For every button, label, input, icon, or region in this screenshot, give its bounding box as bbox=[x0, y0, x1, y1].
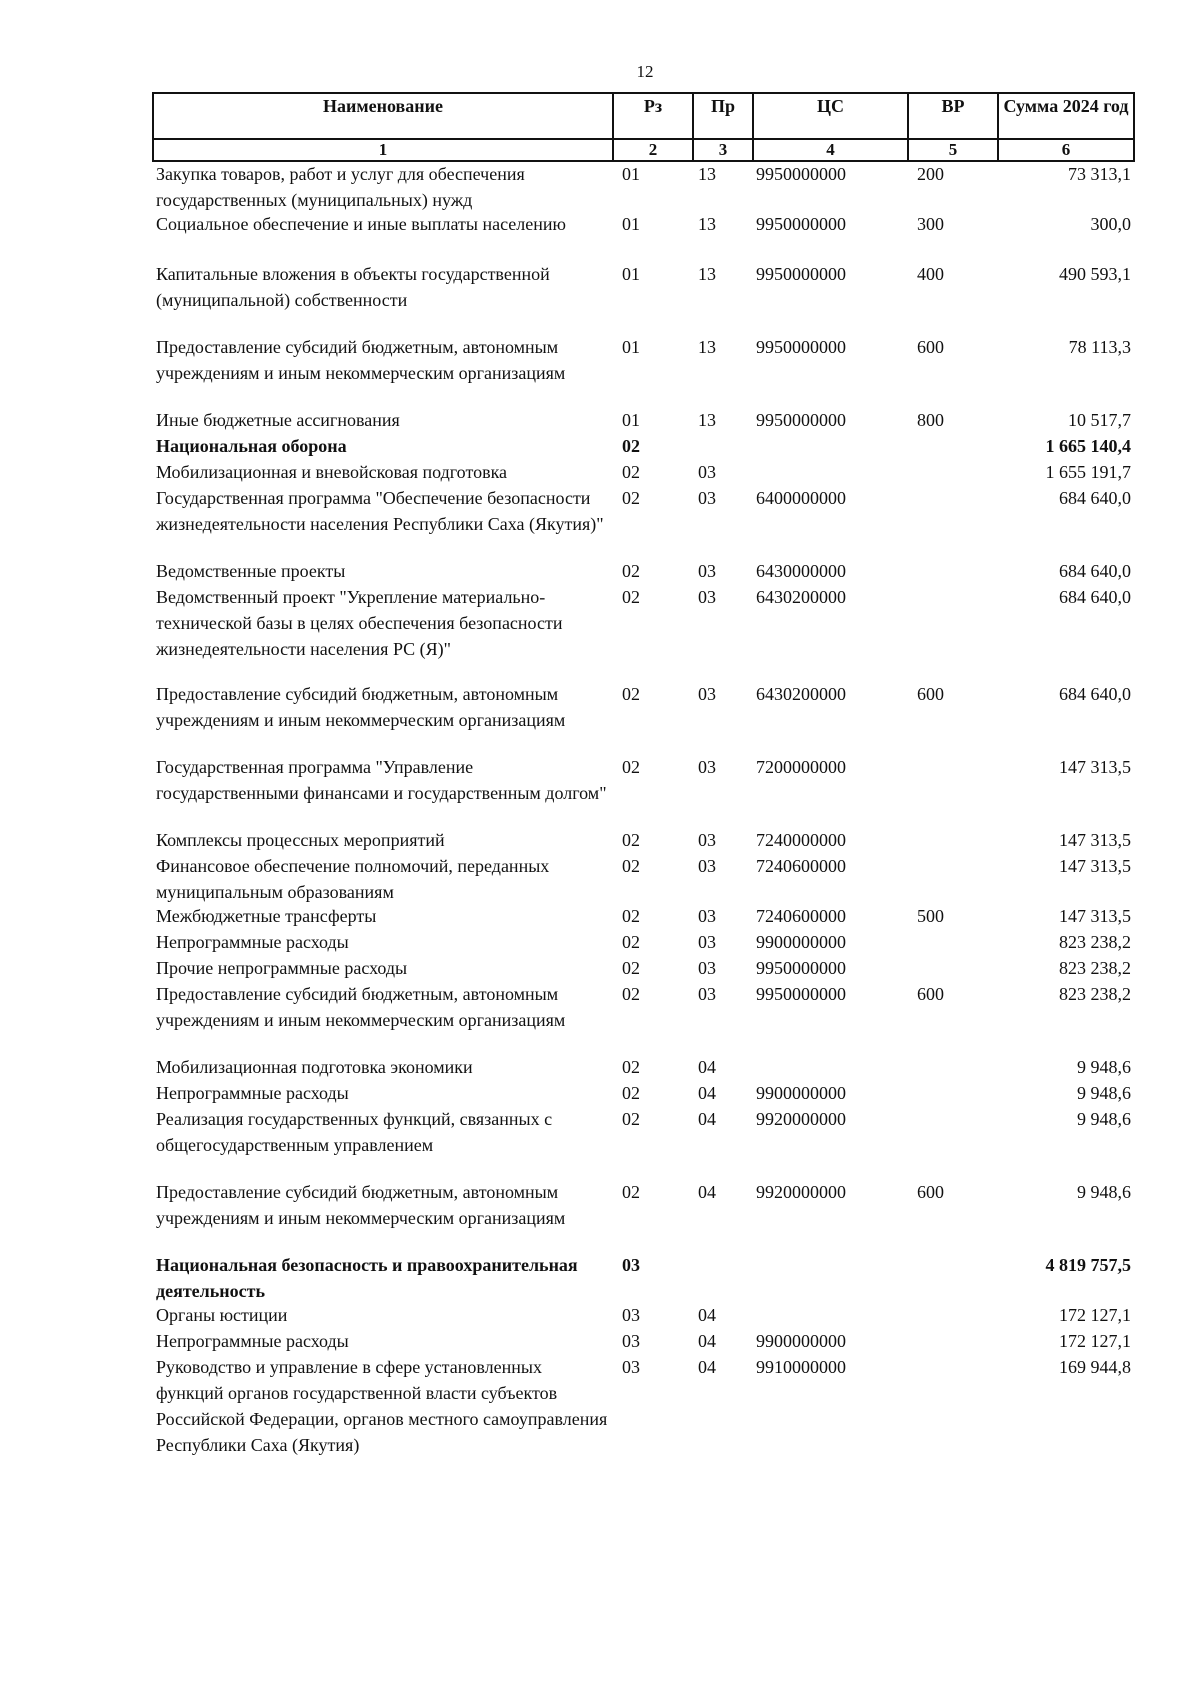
table-row bbox=[152, 1354, 1133, 1458]
row-sum: 9 948,6 bbox=[1077, 1057, 1131, 1077]
row-sum: 147 313,5 bbox=[1059, 830, 1131, 850]
row-cs bbox=[752, 1054, 907, 1080]
row-name: Органы юстиции bbox=[156, 1305, 288, 1325]
header-num-3: 3 bbox=[693, 139, 753, 161]
row-rz: 02 bbox=[622, 906, 640, 926]
table-row bbox=[152, 485, 1133, 558]
row-sum: 684 640,0 bbox=[1059, 684, 1131, 704]
row-pr: 03 bbox=[698, 932, 716, 952]
row-rz: 02 bbox=[622, 1057, 640, 1077]
row-vr: 500 bbox=[917, 906, 944, 926]
table-row bbox=[152, 955, 1133, 981]
row-rz: 02 bbox=[622, 1083, 640, 1103]
row-name: Предоставление субсидий бюджетным, автономным учреждениям и иным некоммерческим организациям bbox=[156, 1182, 566, 1228]
row-cs: 9950000000 bbox=[756, 164, 846, 184]
row-vr bbox=[907, 558, 997, 584]
row-name: Непрограммные расходы bbox=[156, 932, 349, 952]
table-row bbox=[152, 981, 1133, 1054]
row-pr: 03 bbox=[698, 488, 716, 508]
row-vr bbox=[907, 1252, 997, 1302]
row-pr: 03 bbox=[698, 856, 716, 876]
table-row bbox=[152, 211, 1133, 261]
row-sum: 823 238,2 bbox=[1059, 958, 1131, 978]
row-sum: 147 313,5 bbox=[1059, 757, 1131, 777]
row-rz: 03 bbox=[622, 1331, 640, 1351]
row-rz: 01 bbox=[622, 264, 640, 284]
row-name: Предоставление субсидий бюджетным, автономным учреждениям и иным некоммерческим организациям bbox=[156, 984, 566, 1030]
row-rz: 02 bbox=[622, 1182, 640, 1202]
row-sum: 172 127,1 bbox=[1059, 1331, 1131, 1351]
table-header bbox=[152, 92, 1135, 162]
row-cs: 6430200000 bbox=[756, 587, 846, 607]
row-name: Финансовое обеспечение полномочий, переданных муниципальным образованиям bbox=[156, 856, 550, 902]
table-row bbox=[152, 1302, 1133, 1328]
row-name: Руководство и управление в сфере установленных функций органов государственной власти субъектов Российской Федерации, органов местного самоуправления Республики Саха (Якутия) bbox=[156, 1357, 608, 1455]
row-rz: 01 bbox=[622, 410, 640, 430]
row-cs: 9950000000 bbox=[756, 410, 846, 430]
row-cs: 9950000000 bbox=[756, 337, 846, 357]
row-sum: 10 517,7 bbox=[1068, 410, 1131, 430]
row-pr bbox=[692, 1252, 752, 1302]
row-rz: 01 bbox=[622, 214, 640, 234]
row-name: Предоставление субсидий бюджетным, автономным учреждениям и иным некоммерческим организациям bbox=[156, 337, 566, 383]
row-pr: 04 bbox=[698, 1331, 716, 1351]
row-name: Капитальные вложения в объекты государственной (муниципальной) собственности bbox=[156, 264, 550, 310]
table-row bbox=[152, 558, 1133, 584]
header-rz: Рз bbox=[613, 93, 693, 139]
row-cs bbox=[752, 459, 907, 485]
row-name: Закупка товаров, работ и услуг для обеспечения государственных (муниципальных) нужд bbox=[156, 164, 525, 210]
row-sum: 73 313,1 bbox=[1068, 164, 1131, 184]
table-row bbox=[152, 754, 1133, 827]
row-pr: 03 bbox=[698, 958, 716, 978]
row-vr: 600 bbox=[917, 337, 944, 357]
row-name: Мобилизационная и вневойсковая подготовка bbox=[156, 462, 508, 482]
table-row bbox=[152, 827, 1133, 853]
row-pr: 03 bbox=[698, 757, 716, 777]
row-sum: 172 127,1 bbox=[1059, 1305, 1131, 1325]
row-vr: 300 bbox=[917, 214, 944, 234]
row-name: Государственная программа "Управление государственными финансами и государственным долгом" bbox=[156, 757, 607, 803]
row-vr bbox=[907, 584, 997, 681]
row-rz: 02 bbox=[622, 757, 640, 777]
row-cs bbox=[752, 1302, 907, 1328]
row-rz: 02 bbox=[622, 984, 640, 1004]
table-row bbox=[152, 903, 1133, 929]
row-cs: 7240600000 bbox=[756, 856, 846, 876]
table-row bbox=[152, 1106, 1133, 1179]
row-sum: 169 944,8 bbox=[1059, 1357, 1131, 1377]
row-vr bbox=[907, 955, 997, 981]
row-vr bbox=[907, 853, 997, 903]
row-name: Национальная безопасность и правоохранительная деятельность bbox=[156, 1255, 578, 1301]
row-vr bbox=[907, 1106, 997, 1179]
row-rz: 02 bbox=[622, 856, 640, 876]
table-row bbox=[152, 1252, 1133, 1302]
row-vr: 600 bbox=[917, 684, 944, 704]
row-name: Национальная оборона bbox=[156, 436, 347, 456]
row-cs: 6430200000 bbox=[756, 684, 846, 704]
header-num-4: 4 bbox=[753, 139, 908, 161]
row-sum: 147 313,5 bbox=[1059, 856, 1131, 876]
table-row bbox=[152, 584, 1133, 681]
row-name: Непрограммные расходы bbox=[156, 1331, 349, 1351]
row-cs: 9900000000 bbox=[756, 1331, 846, 1351]
row-sum: 684 640,0 bbox=[1059, 561, 1131, 581]
row-name: Межбюджетные трансферты bbox=[156, 906, 377, 926]
row-rz: 01 bbox=[622, 337, 640, 357]
row-pr: 13 bbox=[698, 214, 716, 234]
row-cs: 6400000000 bbox=[756, 488, 846, 508]
table-row bbox=[152, 853, 1133, 903]
row-sum: 147 313,5 bbox=[1059, 906, 1131, 926]
header-cs: ЦС bbox=[753, 93, 908, 139]
header-num-6: 6 bbox=[998, 139, 1134, 161]
table-row bbox=[152, 929, 1133, 955]
header-num-5: 5 bbox=[908, 139, 998, 161]
table-row bbox=[152, 1080, 1133, 1106]
row-name: Иные бюджетные ассигнования bbox=[156, 410, 400, 430]
table-row bbox=[152, 459, 1133, 485]
row-cs: 7200000000 bbox=[756, 757, 846, 777]
row-rz: 01 bbox=[622, 164, 640, 184]
row-name: Предоставление субсидий бюджетным, автономным учреждениям и иным некоммерческим организациям bbox=[156, 684, 566, 730]
row-name: Прочие непрограммные расходы bbox=[156, 958, 408, 978]
row-name: Непрограммные расходы bbox=[156, 1083, 349, 1103]
row-vr bbox=[907, 929, 997, 955]
row-pr bbox=[692, 433, 752, 459]
row-rz: 02 bbox=[622, 958, 640, 978]
row-cs: 9900000000 bbox=[756, 932, 846, 952]
row-vr bbox=[907, 433, 997, 459]
row-name: Государственная программа "Обеспечение безопасности жизнедеятельности населения Республики Саха (Якутия)" bbox=[156, 488, 604, 534]
table-row bbox=[152, 681, 1133, 754]
row-rz: 02 bbox=[622, 1109, 640, 1129]
row-pr: 04 bbox=[698, 1182, 716, 1202]
row-sum: 4 819 757,5 bbox=[1045, 1255, 1131, 1275]
row-name: Ведомственные проекты bbox=[156, 561, 346, 581]
header-vr: ВР bbox=[908, 93, 998, 139]
row-cs bbox=[752, 1252, 907, 1302]
row-pr: 03 bbox=[698, 561, 716, 581]
row-name: Ведомственный проект "Укрепление материально-технической базы в целях обеспечения безопасности жизнедеятельности населения РС (Я)" bbox=[156, 587, 563, 659]
row-vr bbox=[907, 754, 997, 827]
row-cs: 6430000000 bbox=[756, 561, 846, 581]
row-vr: 800 bbox=[917, 410, 944, 430]
row-pr: 04 bbox=[698, 1083, 716, 1103]
row-name: Социальное обеспечение и иные выплаты населению bbox=[156, 214, 566, 234]
row-pr: 13 bbox=[698, 337, 716, 357]
row-pr: 13 bbox=[698, 264, 716, 284]
row-rz: 03 bbox=[622, 1357, 640, 1377]
row-pr: 04 bbox=[698, 1357, 716, 1377]
row-pr: 04 bbox=[698, 1057, 716, 1077]
row-pr: 03 bbox=[698, 684, 716, 704]
header-name: Наименование bbox=[153, 93, 613, 139]
row-pr: 03 bbox=[698, 462, 716, 482]
row-cs bbox=[752, 433, 907, 459]
row-vr bbox=[907, 459, 997, 485]
header-num-2: 2 bbox=[613, 139, 693, 161]
row-rz: 02 bbox=[622, 830, 640, 850]
row-cs: 9950000000 bbox=[756, 984, 846, 1004]
table-row bbox=[152, 1179, 1133, 1252]
row-rz: 02 bbox=[622, 488, 640, 508]
row-vr bbox=[907, 827, 997, 853]
row-cs: 9920000000 bbox=[756, 1109, 846, 1129]
row-rz: 02 bbox=[622, 561, 640, 581]
row-vr: 600 bbox=[917, 1182, 944, 1202]
row-sum: 1 665 140,4 bbox=[1045, 436, 1131, 456]
row-rz: 02 bbox=[622, 587, 640, 607]
row-vr: 600 bbox=[917, 984, 944, 1004]
row-pr: 03 bbox=[698, 984, 716, 1004]
row-vr bbox=[907, 1328, 997, 1354]
table-row bbox=[152, 161, 1133, 211]
row-sum: 78 113,3 bbox=[1068, 337, 1131, 357]
row-sum: 823 238,2 bbox=[1059, 932, 1131, 952]
row-cs: 9950000000 bbox=[756, 264, 846, 284]
table-row bbox=[152, 1054, 1133, 1080]
row-rz: 02 bbox=[622, 436, 640, 456]
row-sum: 9 948,6 bbox=[1077, 1083, 1131, 1103]
table-row bbox=[152, 433, 1133, 459]
row-cs: 9950000000 bbox=[756, 958, 846, 978]
table-row bbox=[152, 334, 1133, 407]
row-cs: 9910000000 bbox=[756, 1357, 846, 1377]
table-row bbox=[152, 261, 1133, 334]
row-sum: 300,0 bbox=[1090, 214, 1131, 234]
header-sum: Сумма 2024 год bbox=[998, 93, 1134, 139]
row-pr: 03 bbox=[698, 830, 716, 850]
row-pr: 04 bbox=[698, 1109, 716, 1129]
row-rz: 02 bbox=[622, 932, 640, 952]
row-vr bbox=[907, 1080, 997, 1106]
row-sum: 684 640,0 bbox=[1059, 587, 1131, 607]
row-rz: 03 bbox=[622, 1305, 640, 1325]
row-rz: 02 bbox=[622, 684, 640, 704]
row-sum: 1 655 191,7 bbox=[1045, 462, 1131, 482]
row-cs: 9920000000 bbox=[756, 1182, 846, 1202]
table-row bbox=[152, 1328, 1133, 1354]
row-rz: 02 bbox=[622, 462, 640, 482]
row-sum: 823 238,2 bbox=[1059, 984, 1131, 1004]
row-name: Комплексы процессных мероприятий bbox=[156, 830, 445, 850]
row-vr: 400 bbox=[917, 264, 944, 284]
row-vr bbox=[907, 1302, 997, 1328]
row-pr: 03 bbox=[698, 587, 716, 607]
row-cs: 7240600000 bbox=[756, 906, 846, 926]
row-pr: 04 bbox=[698, 1305, 716, 1325]
row-name: Реализация государственных функций, связанных с общегосударственным управлением bbox=[156, 1109, 553, 1155]
row-rz: 03 bbox=[622, 1255, 640, 1275]
header-pr: Пр bbox=[693, 93, 753, 139]
row-name: Мобилизационная подготовка экономики bbox=[156, 1057, 473, 1077]
row-sum: 9 948,6 bbox=[1077, 1182, 1131, 1202]
header-num-1: 1 bbox=[153, 139, 613, 161]
row-sum: 9 948,6 bbox=[1077, 1109, 1131, 1129]
table-body bbox=[152, 161, 1133, 1458]
row-vr: 200 bbox=[917, 164, 944, 184]
row-vr bbox=[907, 1054, 997, 1080]
row-cs: 9950000000 bbox=[756, 214, 846, 234]
row-sum: 490 593,1 bbox=[1059, 264, 1131, 284]
row-cs: 7240000000 bbox=[756, 830, 846, 850]
table-row bbox=[152, 407, 1133, 433]
row-pr: 13 bbox=[698, 410, 716, 430]
row-vr bbox=[907, 1354, 997, 1458]
row-cs: 9900000000 bbox=[756, 1083, 846, 1103]
row-pr: 03 bbox=[698, 906, 716, 926]
row-sum: 684 640,0 bbox=[1059, 488, 1131, 508]
row-pr: 13 bbox=[698, 164, 716, 184]
page-number: 12 bbox=[636, 62, 654, 81]
row-vr bbox=[907, 485, 997, 558]
